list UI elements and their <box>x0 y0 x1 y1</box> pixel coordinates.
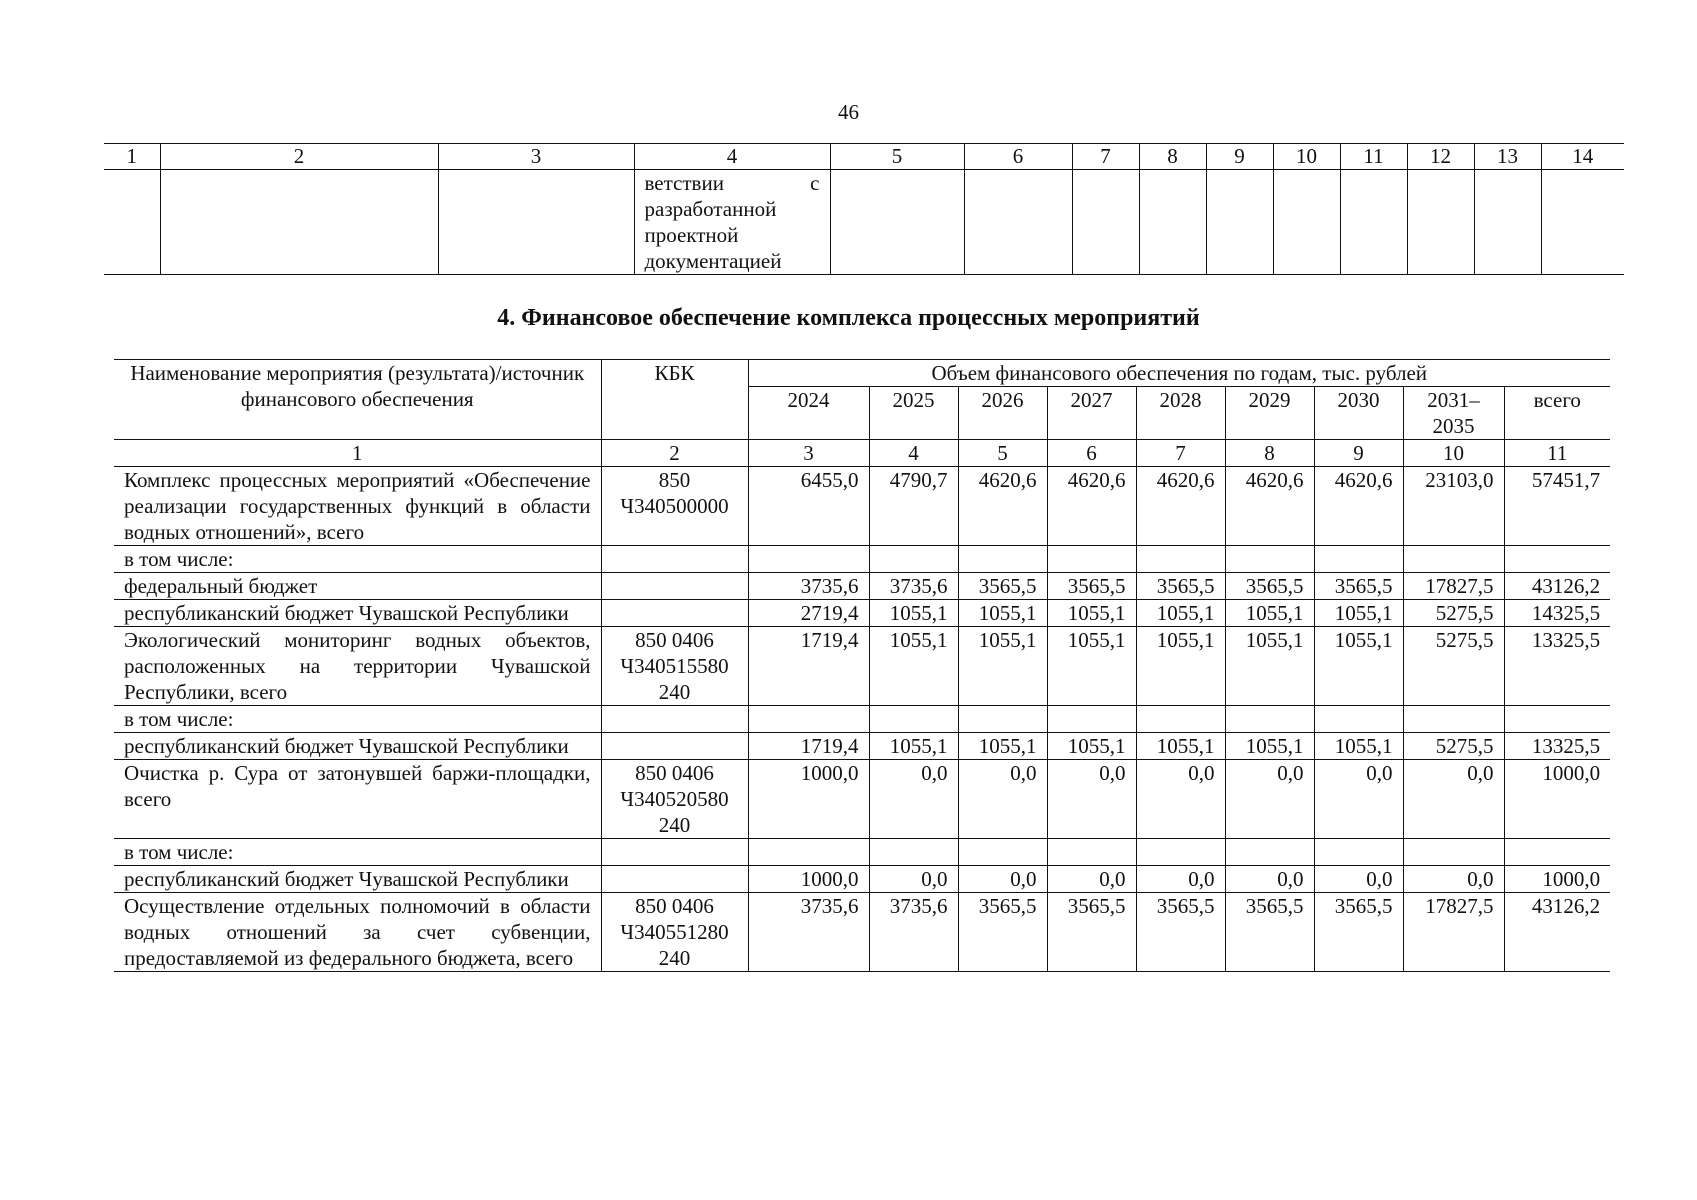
table-row <box>114 546 1610 573</box>
total-cell: 13325,5 <box>1504 733 1610 760</box>
column-number: 2 <box>601 440 748 467</box>
value-cell: 4790,7 <box>869 467 958 546</box>
value-cell: 1719,4 <box>748 733 869 760</box>
value-cell <box>1403 839 1504 866</box>
year-header: 2025 <box>869 387 958 440</box>
column-number: 1 <box>114 440 601 467</box>
value-cell <box>748 706 869 733</box>
kbk-cell <box>601 546 748 573</box>
value-cell: 1055,1 <box>1047 627 1136 706</box>
value-cell: 0,0 <box>1403 760 1504 839</box>
activity-name-cell: Очистка р. Сура от затонувшей баржи-площадки, всего <box>114 760 601 839</box>
value-cell: 0,0 <box>1225 760 1314 839</box>
header-cell: 10 <box>1273 144 1340 170</box>
header-cell: 3 <box>438 144 634 170</box>
total-cell <box>1504 546 1610 573</box>
value-cell: 1055,1 <box>958 600 1047 627</box>
table-row <box>114 627 1610 706</box>
value-cell: 0,0 <box>1047 760 1136 839</box>
header-cell: 4 <box>634 144 830 170</box>
table-row <box>114 573 1610 600</box>
value-cell <box>748 839 869 866</box>
value-cell: 1055,1 <box>1314 733 1403 760</box>
column-number: 5 <box>958 440 1047 467</box>
page-number: 46 <box>838 100 859 124</box>
value-cell: 0,0 <box>1314 760 1403 839</box>
value-cell: 3735,6 <box>869 573 958 600</box>
activity-name-cell: в том числе: <box>114 839 601 866</box>
value-cell: 1000,0 <box>748 866 869 893</box>
year-header: 2031–2035 <box>1403 387 1504 440</box>
activity-name-header: Наименование мероприятия (результата)/источник финансового обеспечения <box>114 360 601 440</box>
column-number: 8 <box>1225 440 1314 467</box>
value-cell: 1055,1 <box>1136 600 1225 627</box>
value-cell: 6455,0 <box>748 467 869 546</box>
activity-name-cell: республиканский бюджет Чувашской Республики <box>114 866 601 893</box>
value-cell: 1055,1 <box>1314 600 1403 627</box>
total-cell: 57451,7 <box>1504 467 1610 546</box>
value-cell: 1055,1 <box>1314 627 1403 706</box>
value-cell <box>869 546 958 573</box>
column-number-row <box>114 440 1610 467</box>
value-cell: 0,0 <box>1314 866 1403 893</box>
value-cell <box>869 839 958 866</box>
value-cell: 1055,1 <box>1225 600 1314 627</box>
value-cell: 3565,5 <box>1314 573 1403 600</box>
value-cell <box>958 546 1047 573</box>
value-cell: 1055,1 <box>1136 733 1225 760</box>
value-cell: 0,0 <box>1047 866 1136 893</box>
year-header: 2030 <box>1314 387 1403 440</box>
kbk-header: КБК <box>601 360 748 440</box>
column-number: 6 <box>1047 440 1136 467</box>
description-cell: ветствии с разработанной проектной документацией <box>634 170 830 275</box>
value-cell <box>1047 546 1136 573</box>
kbk-cell: 850 0406 Ч340551280 240 <box>601 893 748 972</box>
value-cell: 0,0 <box>1136 866 1225 893</box>
value-cell: 1055,1 <box>1047 600 1136 627</box>
total-cell: 1000,0 <box>1504 866 1610 893</box>
kbk-cell <box>601 600 748 627</box>
value-cell: 1055,1 <box>958 733 1047 760</box>
value-cell: 17827,5 <box>1403 893 1504 972</box>
table-row <box>114 760 1610 839</box>
header-cell: 12 <box>1407 144 1474 170</box>
section-title: 4. Финансовое обеспечение комплекса процессных мероприятий <box>497 305 1200 331</box>
value-cell: 0,0 <box>958 866 1047 893</box>
header-cell: 5 <box>830 144 964 170</box>
value-cell: 1055,1 <box>869 600 958 627</box>
header-cell: 9 <box>1206 144 1273 170</box>
value-cell: 4620,6 <box>1136 467 1225 546</box>
value-cell: 3565,5 <box>1136 893 1225 972</box>
value-cell: 1055,1 <box>958 627 1047 706</box>
value-cell: 1000,0 <box>748 760 869 839</box>
column-number: 7 <box>1136 440 1225 467</box>
value-cell <box>1314 839 1403 866</box>
value-cell <box>958 839 1047 866</box>
table-row <box>114 706 1610 733</box>
value-cell <box>1225 839 1314 866</box>
value-cell: 3565,5 <box>1225 893 1314 972</box>
value-cell: 1055,1 <box>1225 627 1314 706</box>
activity-name-cell: Комплекс процессных мероприятий «Обеспечение реализации государственных функций в области водных отношений», всего <box>114 467 601 546</box>
table-row <box>114 733 1610 760</box>
value-cell: 1055,1 <box>1136 627 1225 706</box>
value-cell: 2719,4 <box>748 600 869 627</box>
value-cell <box>1136 546 1225 573</box>
total-cell: 43126,2 <box>1504 893 1610 972</box>
value-cell <box>1314 706 1403 733</box>
value-cell: 1055,1 <box>869 627 958 706</box>
activity-name-cell: Осуществление отдельных полномочий в области водных отношений за счет субвенции, предоставляемой из федерального бюджета, всего <box>114 893 601 972</box>
header-cell: 2 <box>160 144 438 170</box>
column-number: 11 <box>1504 440 1610 467</box>
table-row <box>114 866 1610 893</box>
value-cell <box>748 546 869 573</box>
column-number: 3 <box>748 440 869 467</box>
year-header: 2024 <box>748 387 869 440</box>
funding-group-header: Объем финансового обеспечения по годам, тыс. рублей <box>748 360 1610 387</box>
value-cell <box>1225 706 1314 733</box>
kbk-cell <box>601 839 748 866</box>
column-number: 4 <box>869 440 958 467</box>
value-cell <box>1314 546 1403 573</box>
kbk-cell: 850 0406 Ч340515580 240 <box>601 627 748 706</box>
value-cell: 17827,5 <box>1403 573 1504 600</box>
value-cell: 4620,6 <box>958 467 1047 546</box>
header-cell: 14 <box>1541 144 1624 170</box>
activity-name-cell: федеральный бюджет <box>114 573 601 600</box>
activity-name-cell: республиканский бюджет Чувашской Республики <box>114 733 601 760</box>
value-cell: 3565,5 <box>1314 893 1403 972</box>
value-cell: 5275,5 <box>1403 600 1504 627</box>
value-cell: 1055,1 <box>1047 733 1136 760</box>
value-cell <box>1136 839 1225 866</box>
column-number-row <box>104 144 1624 170</box>
table-row <box>114 467 1610 546</box>
header-cell: 8 <box>1139 144 1206 170</box>
column-number: 9 <box>1314 440 1403 467</box>
header-cell: 7 <box>1072 144 1139 170</box>
total-cell <box>1504 706 1610 733</box>
value-cell <box>1225 546 1314 573</box>
value-cell: 4620,6 <box>1225 467 1314 546</box>
value-cell: 0,0 <box>1136 760 1225 839</box>
header-cell: 1 <box>104 144 160 170</box>
year-header: 2027 <box>1047 387 1136 440</box>
value-cell: 3565,5 <box>1047 573 1136 600</box>
value-cell: 5275,5 <box>1403 733 1504 760</box>
value-cell: 3565,5 <box>1047 893 1136 972</box>
column-number: 10 <box>1403 440 1504 467</box>
financial-table <box>114 359 1610 972</box>
header-cell: 6 <box>964 144 1072 170</box>
value-cell: 3735,6 <box>748 893 869 972</box>
continuation-table <box>104 143 1624 275</box>
value-cell: 0,0 <box>1403 866 1504 893</box>
value-cell: 0,0 <box>958 760 1047 839</box>
value-cell: 3565,5 <box>958 573 1047 600</box>
value-cell <box>1136 706 1225 733</box>
value-cell <box>1047 839 1136 866</box>
value-cell: 3565,5 <box>1136 573 1225 600</box>
value-cell: 0,0 <box>869 866 958 893</box>
year-header: 2029 <box>1225 387 1314 440</box>
activity-name-cell: Экологический мониторинг водных объектов, расположенных на территории Чувашской Республики, всего <box>114 627 601 706</box>
value-cell: 0,0 <box>1225 866 1314 893</box>
table-row <box>114 893 1610 972</box>
value-cell <box>869 706 958 733</box>
value-cell: 1055,1 <box>1225 733 1314 760</box>
value-cell <box>958 706 1047 733</box>
table-row <box>104 170 1624 275</box>
total-header: всего <box>1504 387 1610 440</box>
value-cell: 3735,6 <box>748 573 869 600</box>
kbk-cell <box>601 733 748 760</box>
value-cell <box>1047 706 1136 733</box>
total-cell: 1000,0 <box>1504 760 1610 839</box>
value-cell: 3565,5 <box>1225 573 1314 600</box>
value-cell: 1055,1 <box>869 733 958 760</box>
value-cell: 4620,6 <box>1047 467 1136 546</box>
total-cell: 13325,5 <box>1504 627 1610 706</box>
total-cell: 14325,5 <box>1504 600 1610 627</box>
year-header: 2026 <box>958 387 1047 440</box>
value-cell: 5275,5 <box>1403 627 1504 706</box>
kbk-cell <box>601 706 748 733</box>
kbk-cell <box>601 573 748 600</box>
header-cell: 11 <box>1340 144 1407 170</box>
value-cell: 23103,0 <box>1403 467 1504 546</box>
activity-name-cell: республиканский бюджет Чувашской Республики <box>114 600 601 627</box>
value-cell: 0,0 <box>869 760 958 839</box>
kbk-cell <box>601 866 748 893</box>
total-cell: 43126,2 <box>1504 573 1610 600</box>
kbk-cell: 850 0406 Ч340520580 240 <box>601 760 748 839</box>
year-header: 2028 <box>1136 387 1225 440</box>
activity-name-cell: в том числе: <box>114 546 601 573</box>
value-cell: 3565,5 <box>958 893 1047 972</box>
table-row <box>114 600 1610 627</box>
value-cell: 1719,4 <box>748 627 869 706</box>
value-cell <box>1403 706 1504 733</box>
kbk-cell: 850 Ч340500000 <box>601 467 748 546</box>
value-cell <box>1403 546 1504 573</box>
activity-name-cell: в том числе: <box>114 706 601 733</box>
value-cell: 3735,6 <box>869 893 958 972</box>
table-body <box>114 467 1610 972</box>
value-cell: 4620,6 <box>1314 467 1403 546</box>
table-row <box>114 839 1610 866</box>
header-cell: 13 <box>1474 144 1541 170</box>
total-cell <box>1504 839 1610 866</box>
header-row <box>114 360 1610 387</box>
